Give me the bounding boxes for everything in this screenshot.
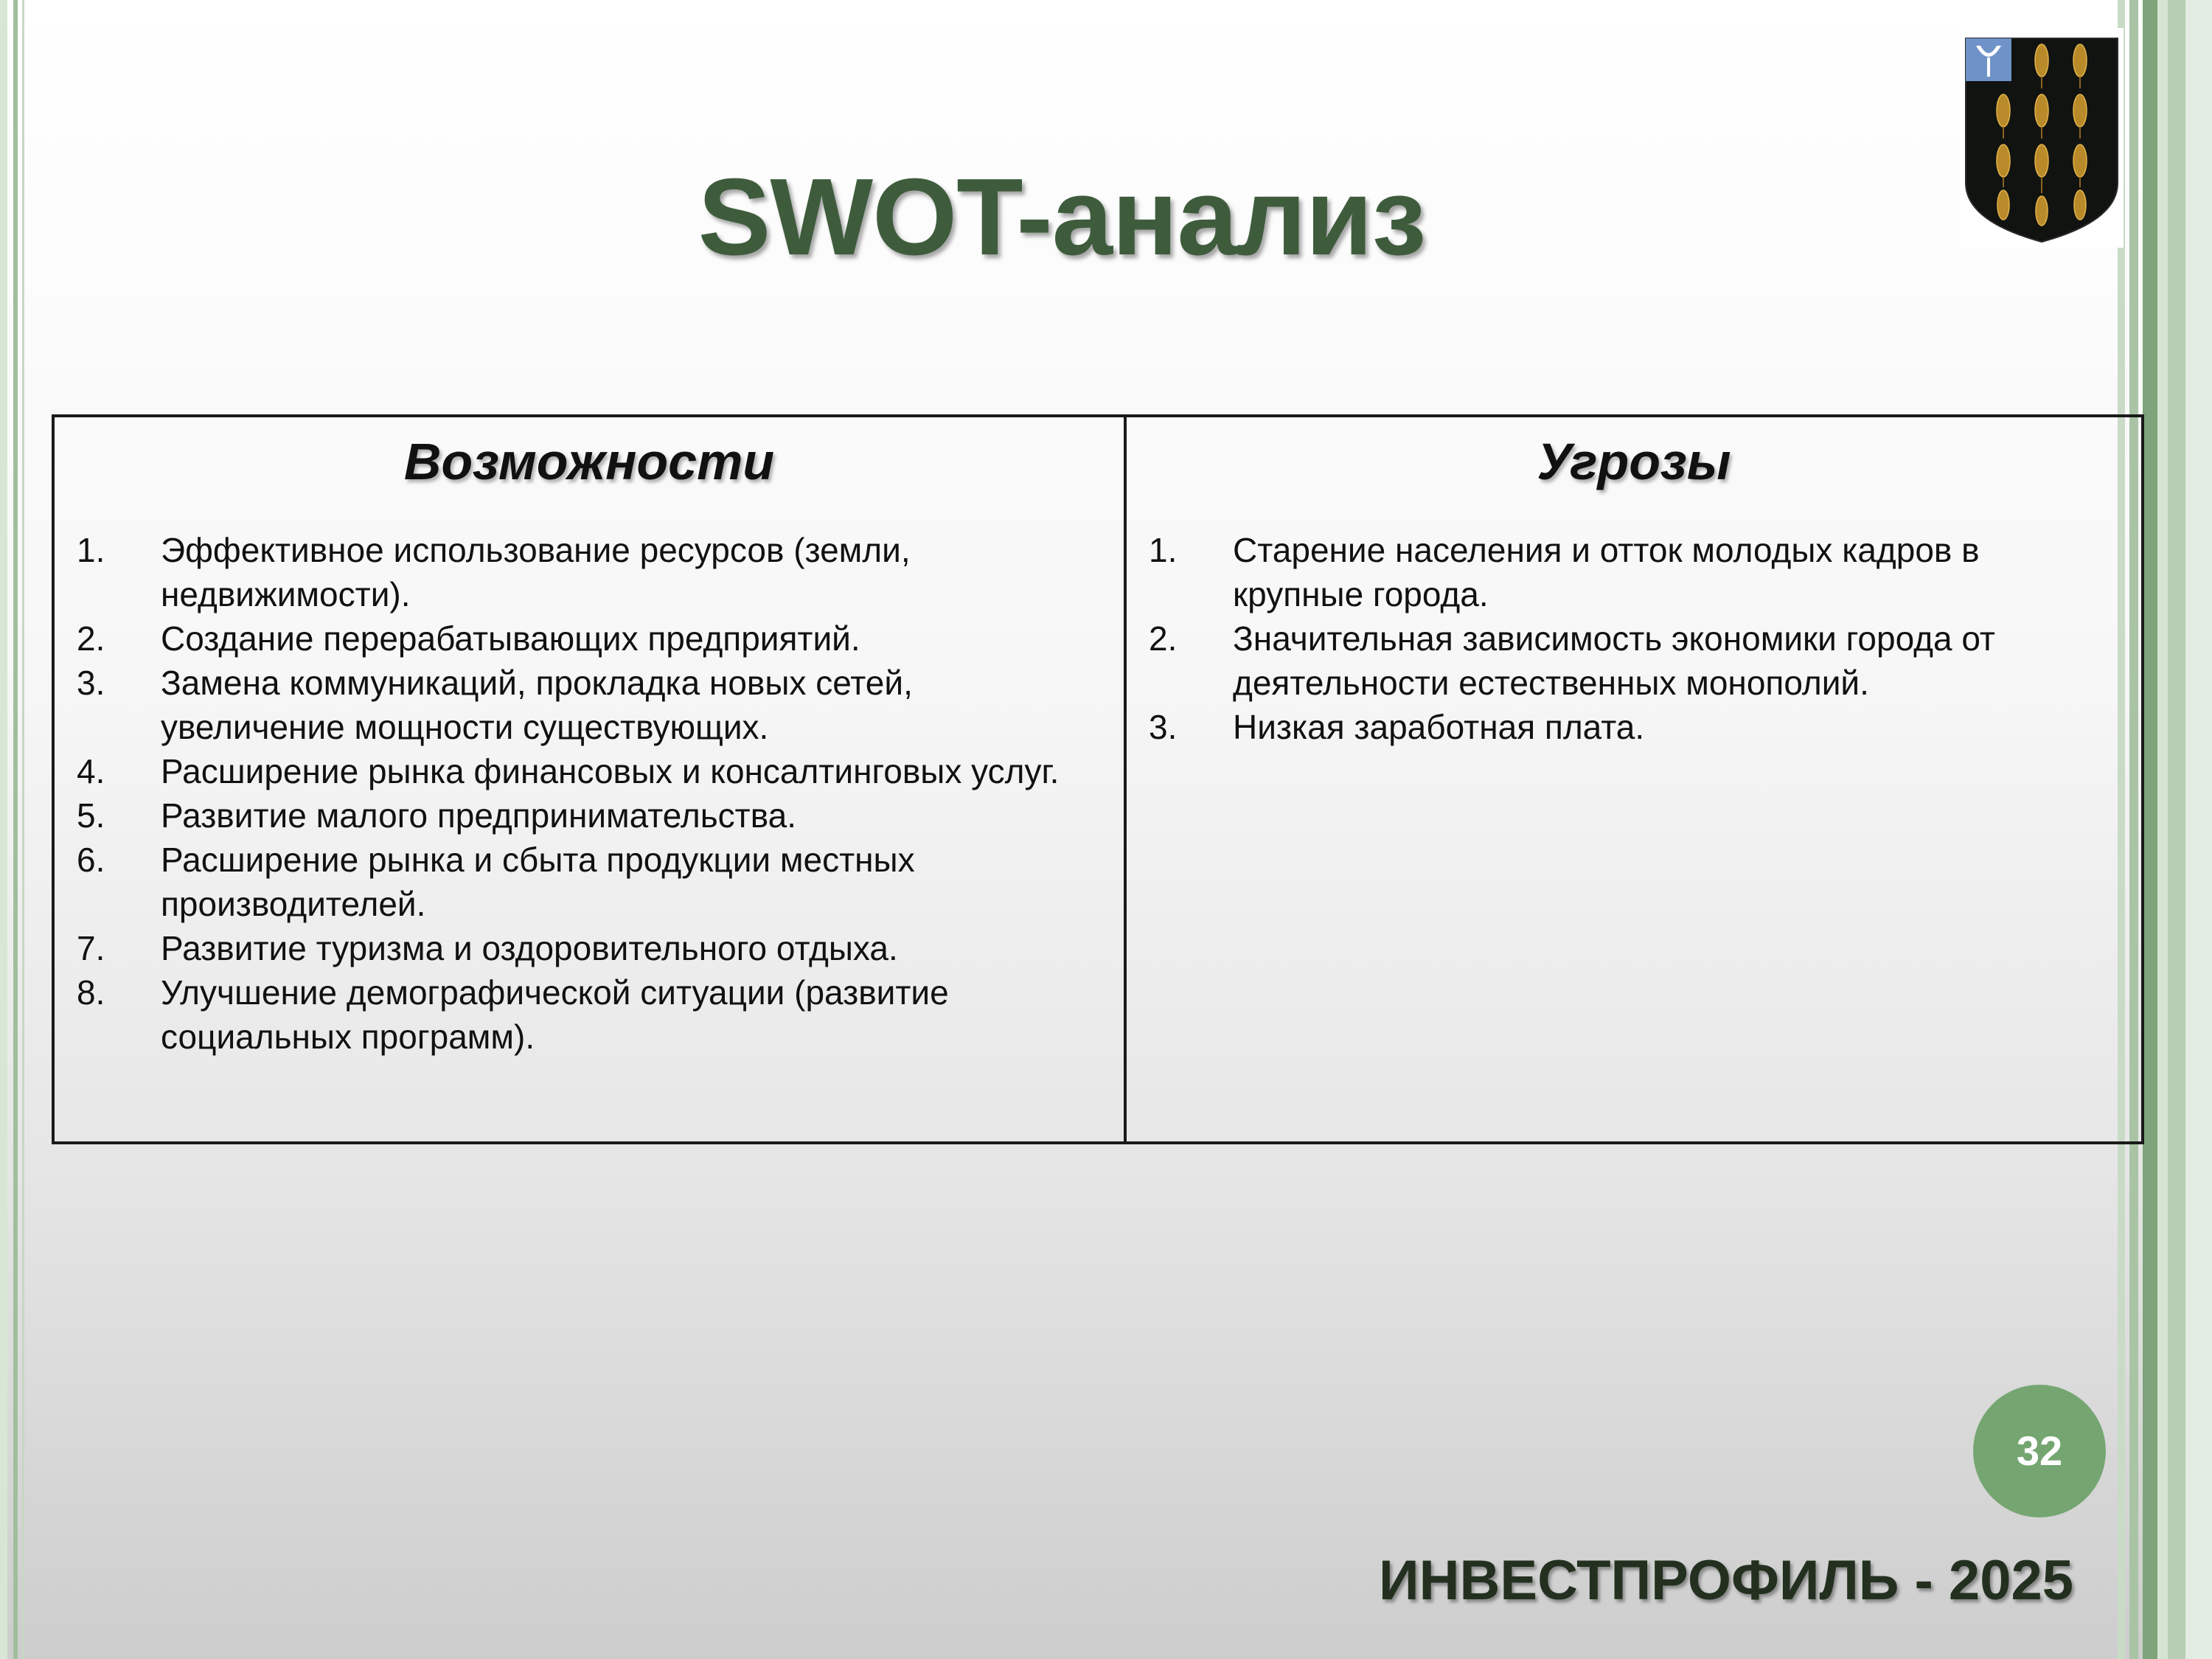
list-item — [1149, 528, 2112, 616]
slide-title: SWOT-анализ — [698, 156, 1426, 278]
border-strip-left-inner — [22, 0, 24, 1659]
threats-heading: Угрозы — [1537, 433, 1731, 490]
item-text: Старение населения и отток молодых кадров в крупные города. — [1233, 531, 1980, 613]
item-text: Развитие туризма и оздоровительного отдыха. — [161, 929, 898, 967]
item-text: Развитие малого предпринимательства. — [161, 796, 797, 835]
threats-column — [1127, 417, 2141, 1141]
item-number: 8. — [77, 973, 105, 1012]
list-item — [1149, 616, 2112, 705]
item-number: 1. — [77, 531, 105, 569]
item-number: 6. — [77, 841, 105, 879]
opportunities-list — [55, 528, 1124, 1059]
item-text: Расширение рынка и сбыта продукции местных производителей. — [161, 841, 915, 923]
border-strip-left-middle — [13, 0, 18, 1659]
list-item — [77, 970, 1102, 1059]
list-item — [77, 793, 1102, 838]
item-text: Замена коммуникаций, прокладка новых сетей, увеличение мощности существующих. — [161, 664, 913, 746]
border-strip-right-4 — [2157, 0, 2168, 1659]
item-text: Расширение рынка финансовых и консалтинговых услуг. — [161, 752, 1060, 790]
opportunities-column — [55, 417, 1127, 1141]
item-number: 5. — [77, 796, 105, 835]
item-number: 2. — [1149, 619, 1178, 658]
item-text: Низкая заработная плата. — [1233, 708, 1645, 746]
border-strip-left-outer — [0, 0, 7, 1659]
list-item — [1149, 705, 2112, 749]
item-number: 4. — [77, 752, 105, 790]
item-text: Создание перерабатывающих предприятий. — [161, 619, 860, 658]
coat-of-arms-wheat-icon — [1960, 28, 2124, 248]
item-number: 3. — [1149, 708, 1178, 746]
list-item — [77, 926, 1102, 970]
item-number: 1. — [1149, 531, 1178, 569]
border-strip-right-5 — [2168, 0, 2185, 1659]
opportunities-heading: Возможности — [403, 433, 775, 490]
item-number: 2. — [77, 619, 105, 658]
item-text: Значительная зависимость экономики города от деятельности естественных монополий. — [1233, 619, 1995, 702]
list-item — [77, 616, 1102, 661]
item-number: 7. — [77, 929, 105, 967]
list-item — [77, 528, 1102, 616]
item-text: Эффективное использование ресурсов (земли, недвижимости). — [161, 531, 911, 613]
list-item — [77, 749, 1102, 793]
list-item — [77, 661, 1102, 749]
item-text: Улучшение демографической ситуации (развитие социальных программ). — [161, 973, 949, 1056]
item-number: 3. — [77, 664, 105, 702]
threats-list — [1127, 528, 2141, 749]
page-number-badge: 32 — [1973, 1385, 2106, 1517]
border-strip-right-6 — [2185, 0, 2212, 1659]
swot-table — [52, 414, 2144, 1144]
border-strip-right-3 — [2143, 0, 2157, 1659]
list-item — [77, 838, 1102, 926]
footer-title: ИНВЕСТПРОФИЛЬ - 2025 — [1379, 1549, 2073, 1612]
